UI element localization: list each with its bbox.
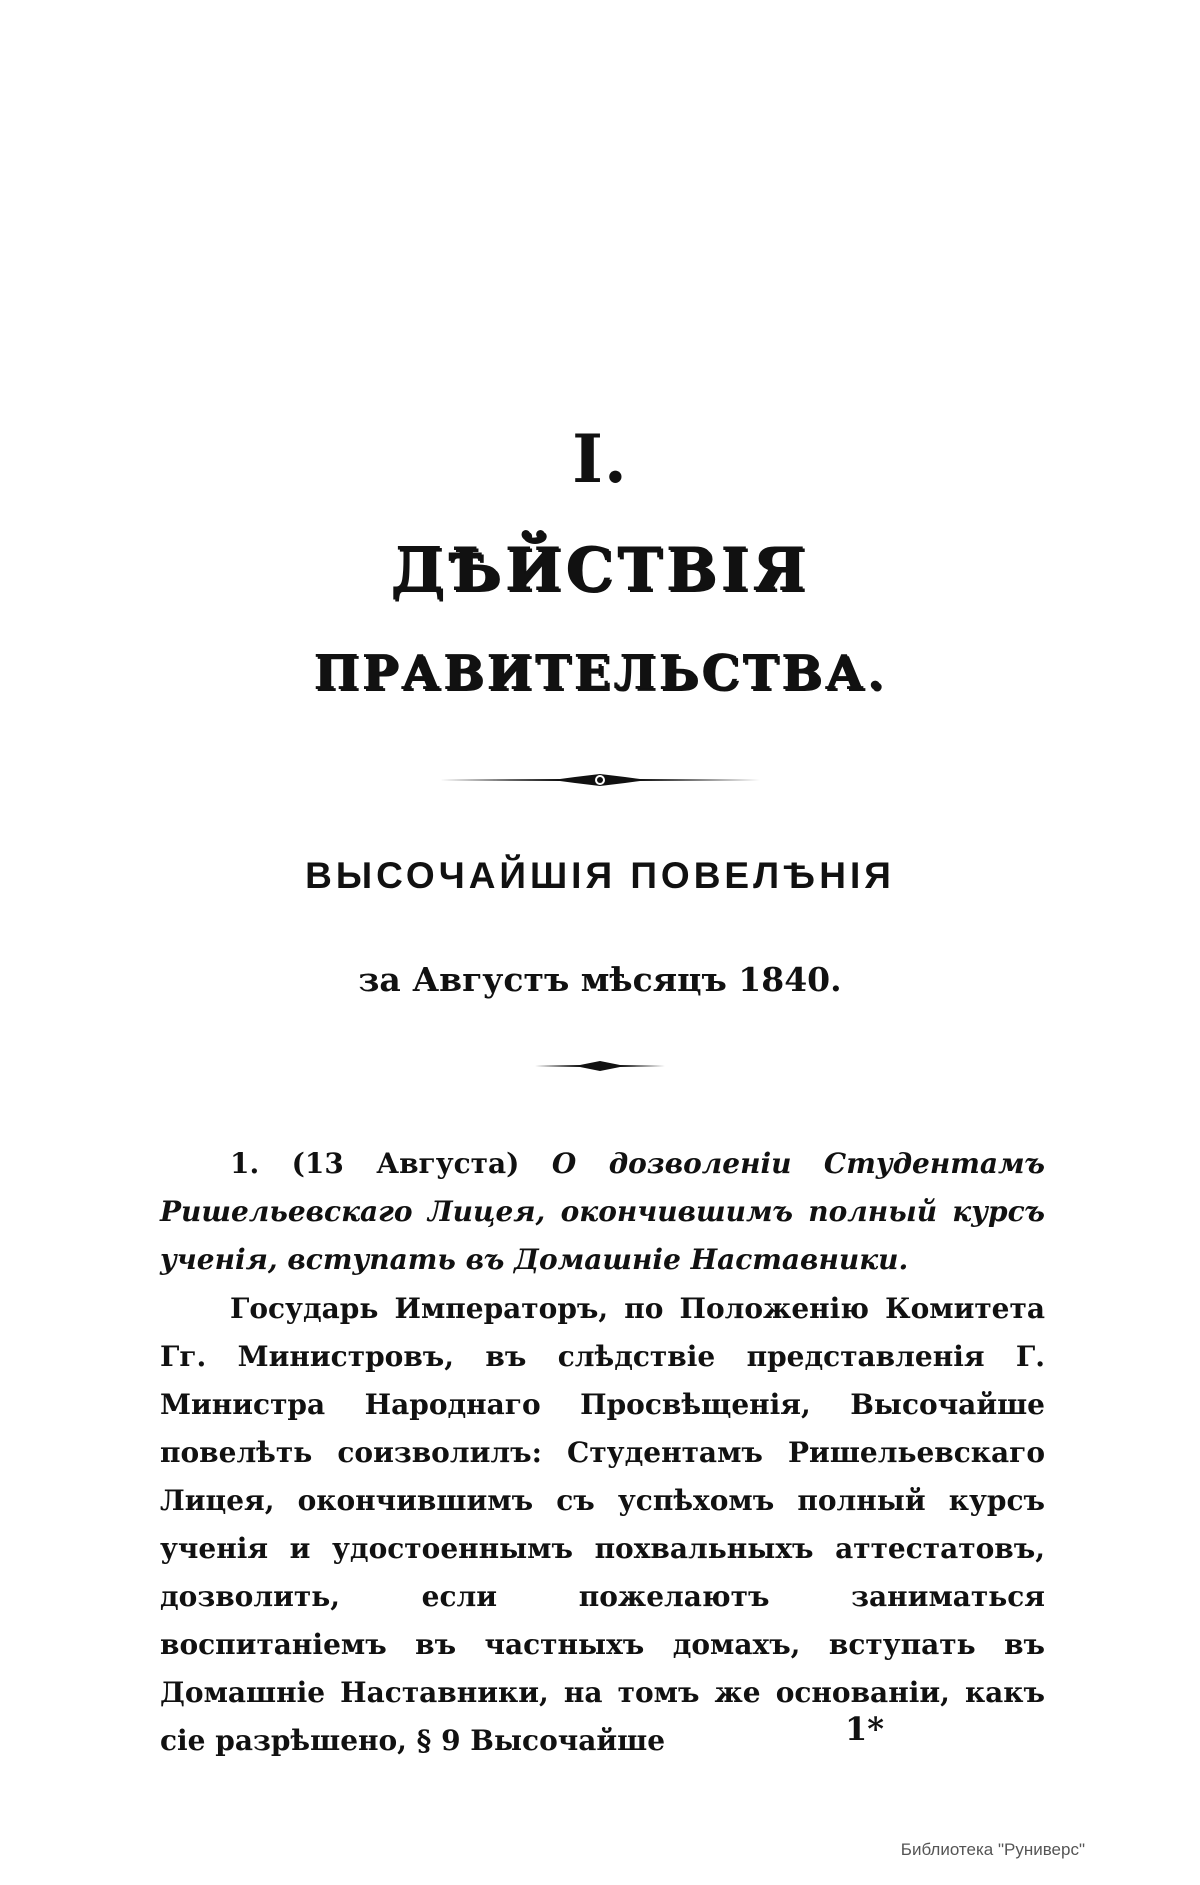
section-number: I. [572, 420, 628, 498]
section-title-line1: ДѢЙСТВІЯ [390, 535, 810, 605]
small-ornament-divider-icon [535, 1058, 665, 1074]
ornament-divider-icon [440, 770, 760, 790]
item-heading [160, 1140, 1045, 1284]
signature-mark: 1* [845, 1710, 884, 1748]
item-title: О дозволеніи Студентамъ Ришельевскаго Лицея, окончившимъ полный курсъ ученія, вступать въ Домашніе Наставники. [160, 1147, 1046, 1276]
dateline: за Августъ мѣсяцъ 1840. [358, 960, 842, 999]
decree-heading: ВЫСОЧАЙШІЯ ПОВЕЛѢНІЯ [305, 855, 895, 896]
library-watermark: Библиотека "Руниверс" [900, 1840, 1085, 1859]
item-body: Государь Императоръ, по Положенію Комитета Гг. Министровъ, въ слѣдствіе представленія Г. Министра Народнаго Просвѣщенія, Высочайше повелѣть соизволилъ: Студентамъ Ришельевскаго Лицея, окончившимъ съ успѣхомъ полный курсъ ученія и удостоеннымъ похвальныхъ аттестатовъ, дозволить, если пожелаютъ заниматься воспитаніемъ въ частныхъ домахъ, вступать въ Домашніе Наставники, на томъ же основаніи, какъ сіе разрѣшено, § 9 Высочайше [160, 1292, 1045, 1757]
section-title-line2: ПРАВИТЕЛЬСТВА. [313, 645, 887, 701]
item-number-date: 1. (13 Августа) [230, 1147, 520, 1180]
